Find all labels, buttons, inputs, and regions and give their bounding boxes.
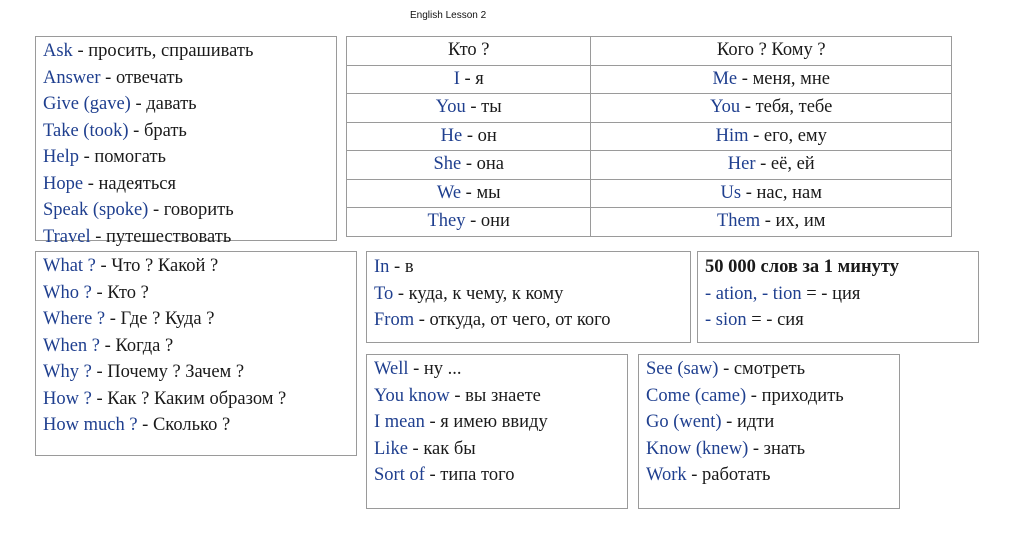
russian-translation: - отвечать: [100, 67, 183, 88]
english-word: Come (came): [646, 385, 747, 406]
russian-translation: - ты: [465, 97, 502, 118]
english-word: You know: [374, 385, 450, 406]
russian-translation: - Где ? Куда ?: [105, 309, 215, 329]
english-word: Hope: [43, 173, 84, 194]
english-word: Why ?: [43, 362, 92, 382]
table-cell: [347, 151, 591, 180]
table-cell: [591, 208, 952, 237]
pronoun-table: [346, 36, 952, 237]
english-word: I mean: [374, 412, 425, 432]
vocab-line: [374, 254, 690, 281]
table-cell: [347, 65, 591, 94]
english-word: Her: [727, 154, 756, 175]
vocab-line: [374, 307, 690, 334]
russian-translation: - их, им: [760, 211, 826, 232]
table-row: [347, 208, 952, 237]
russian-translation: - я: [459, 68, 484, 89]
vocab-line: [374, 383, 627, 410]
russian-translation: - мы: [461, 182, 501, 203]
english-word: Ask: [43, 41, 73, 61]
english-word: How much ?: [43, 415, 138, 435]
english-word: Well: [374, 359, 409, 379]
vocab-line: [705, 307, 978, 334]
table-header-row: [347, 37, 952, 66]
russian-translation: - типа того: [424, 465, 515, 485]
russian-translation: - она: [461, 154, 504, 175]
vocab-line: [43, 359, 356, 386]
question-words-box: [35, 251, 357, 456]
russian-translation: - Когда ?: [100, 335, 174, 356]
vocab-line: [646, 356, 899, 383]
vocab-line: [374, 436, 627, 463]
irregular-verbs-box: [638, 354, 900, 509]
vocab-line: [43, 412, 356, 439]
russian-translation: - Сколько ?: [137, 415, 231, 435]
table-cell: [591, 122, 952, 151]
english-word: Take (took): [43, 120, 129, 141]
english-word: Me: [712, 68, 738, 89]
vocab-line: [646, 383, 899, 410]
russian-translation: - они: [465, 211, 510, 232]
english-word: Him: [715, 125, 749, 146]
russian-translation: - откуда, от чего, от кого: [414, 310, 611, 330]
table-cell: [591, 65, 952, 94]
vocab-line: [705, 281, 978, 308]
english-suffix: - sion: [705, 310, 747, 330]
vocab-line: [374, 462, 627, 489]
russian-translation: - путешествовать: [90, 226, 232, 247]
english-word: In: [374, 257, 390, 277]
russian-translation: - брать: [128, 120, 187, 141]
russian-translation: - он: [462, 125, 497, 146]
russian-translation: - работать: [686, 465, 771, 485]
vocab-line: [646, 409, 899, 436]
vocab-line: [43, 118, 336, 145]
vocab-line: [43, 306, 356, 333]
english-word: You: [435, 97, 466, 118]
english-word: What ?: [43, 256, 96, 276]
russian-translation: - ну ...: [408, 359, 462, 379]
russian-translation: - Что ? Какой ?: [95, 256, 219, 276]
vocab-line: [43, 91, 336, 118]
vocab-line: [646, 436, 899, 463]
english-word: When ?: [43, 335, 101, 356]
vocab-line: [43, 253, 356, 280]
column-header: Кто ?: [347, 37, 591, 66]
russian-translation: - давать: [130, 94, 197, 114]
page-title: English Lesson 2: [410, 10, 487, 21]
russian-translation: - помогать: [78, 147, 166, 167]
vocab-line: [646, 462, 899, 489]
vocab-line: [374, 356, 627, 383]
russian-translation: - нас, нам: [741, 182, 822, 203]
vocab-line: [43, 280, 356, 307]
english-word: You: [710, 97, 741, 118]
table-cell: [347, 208, 591, 237]
russian-translation: - меня, мне: [737, 68, 830, 89]
english-word: Know (knew): [646, 438, 749, 459]
english-word: Where ?: [43, 309, 106, 329]
english-word: I: [453, 68, 460, 89]
table-row: [347, 65, 952, 94]
column-header: Кого ? Кому ?: [591, 37, 952, 66]
english-word: We: [436, 182, 462, 203]
vocab-line: [374, 281, 690, 308]
russian-translation: - надеяться: [83, 173, 176, 194]
english-word: Them: [716, 211, 761, 232]
russian-suffix: = - ция: [801, 283, 861, 304]
russian-translation: - куда, к чему, к кому: [393, 283, 564, 304]
vocab-line: [43, 333, 356, 360]
english-word: Speak (spoke): [43, 200, 149, 220]
russian-translation: - её, ей: [755, 154, 815, 175]
table-cell: [347, 179, 591, 208]
russian-translation: - вы знаете: [449, 385, 541, 406]
english-word: Sort of: [374, 465, 425, 485]
english-word: To: [374, 283, 394, 304]
vocab-line: [43, 144, 336, 171]
english-word: Work: [646, 465, 687, 485]
russian-translation: - его, ему: [748, 125, 827, 146]
prepositions-box: [366, 251, 691, 343]
fillers-box: [366, 354, 628, 509]
russian-translation: - просить, спрашивать: [72, 41, 254, 61]
vocab-line: [43, 65, 336, 92]
russian-translation: - как бы: [407, 438, 476, 459]
english-word: Who ?: [43, 282, 92, 303]
vocab-line: [43, 386, 356, 413]
russian-translation: - Почему ? Зачем ?: [91, 362, 245, 382]
russian-translation: - тебя, тебе: [740, 97, 833, 118]
russian-suffix: = - сия: [746, 310, 804, 330]
russian-translation: - смотреть: [718, 359, 806, 379]
russian-translation: - идти: [721, 412, 775, 432]
russian-translation: - я имею ввиду: [424, 412, 548, 432]
table-row: [347, 151, 952, 180]
table-cell: [347, 94, 591, 123]
english-word: Answer: [43, 67, 101, 88]
suffix-tip-box: [697, 251, 979, 343]
russian-translation: - знать: [748, 438, 806, 459]
vocab-line: [43, 171, 336, 198]
tip-heading: 50 000 слов за 1 минуту: [705, 257, 899, 277]
english-word: He: [440, 125, 463, 146]
english-suffix: - ation, - tion: [705, 283, 802, 304]
english-word: Help: [43, 147, 79, 167]
english-word: Like: [374, 438, 408, 459]
table-cell: [347, 122, 591, 151]
english-word: Go (went): [646, 412, 722, 432]
table-cell: [591, 94, 952, 123]
table-cell: [591, 151, 952, 180]
english-word: From: [374, 310, 415, 330]
russian-translation: - в: [389, 257, 414, 277]
vocab-line: [43, 197, 336, 224]
table-row: [347, 94, 952, 123]
vocab-line: [43, 224, 336, 251]
english-word: Give (gave): [43, 94, 131, 114]
table-row: [347, 179, 952, 208]
english-word: Us: [720, 182, 742, 203]
russian-translation: - Кто ?: [91, 282, 149, 303]
russian-translation: - приходить: [746, 385, 844, 406]
english-word: She: [433, 154, 462, 175]
english-word: They: [427, 211, 466, 232]
english-word: How ?: [43, 388, 92, 409]
english-word: See (saw): [646, 359, 719, 379]
vocab-line: [374, 409, 627, 436]
table-row: [347, 122, 952, 151]
table-cell: [591, 179, 952, 208]
russian-translation: - Как ? Каким образом ?: [91, 388, 287, 409]
english-word: Travel: [43, 226, 91, 247]
verbs-box: [35, 36, 337, 247]
russian-translation: - говорить: [148, 200, 234, 220]
vocab-line: [43, 38, 336, 65]
